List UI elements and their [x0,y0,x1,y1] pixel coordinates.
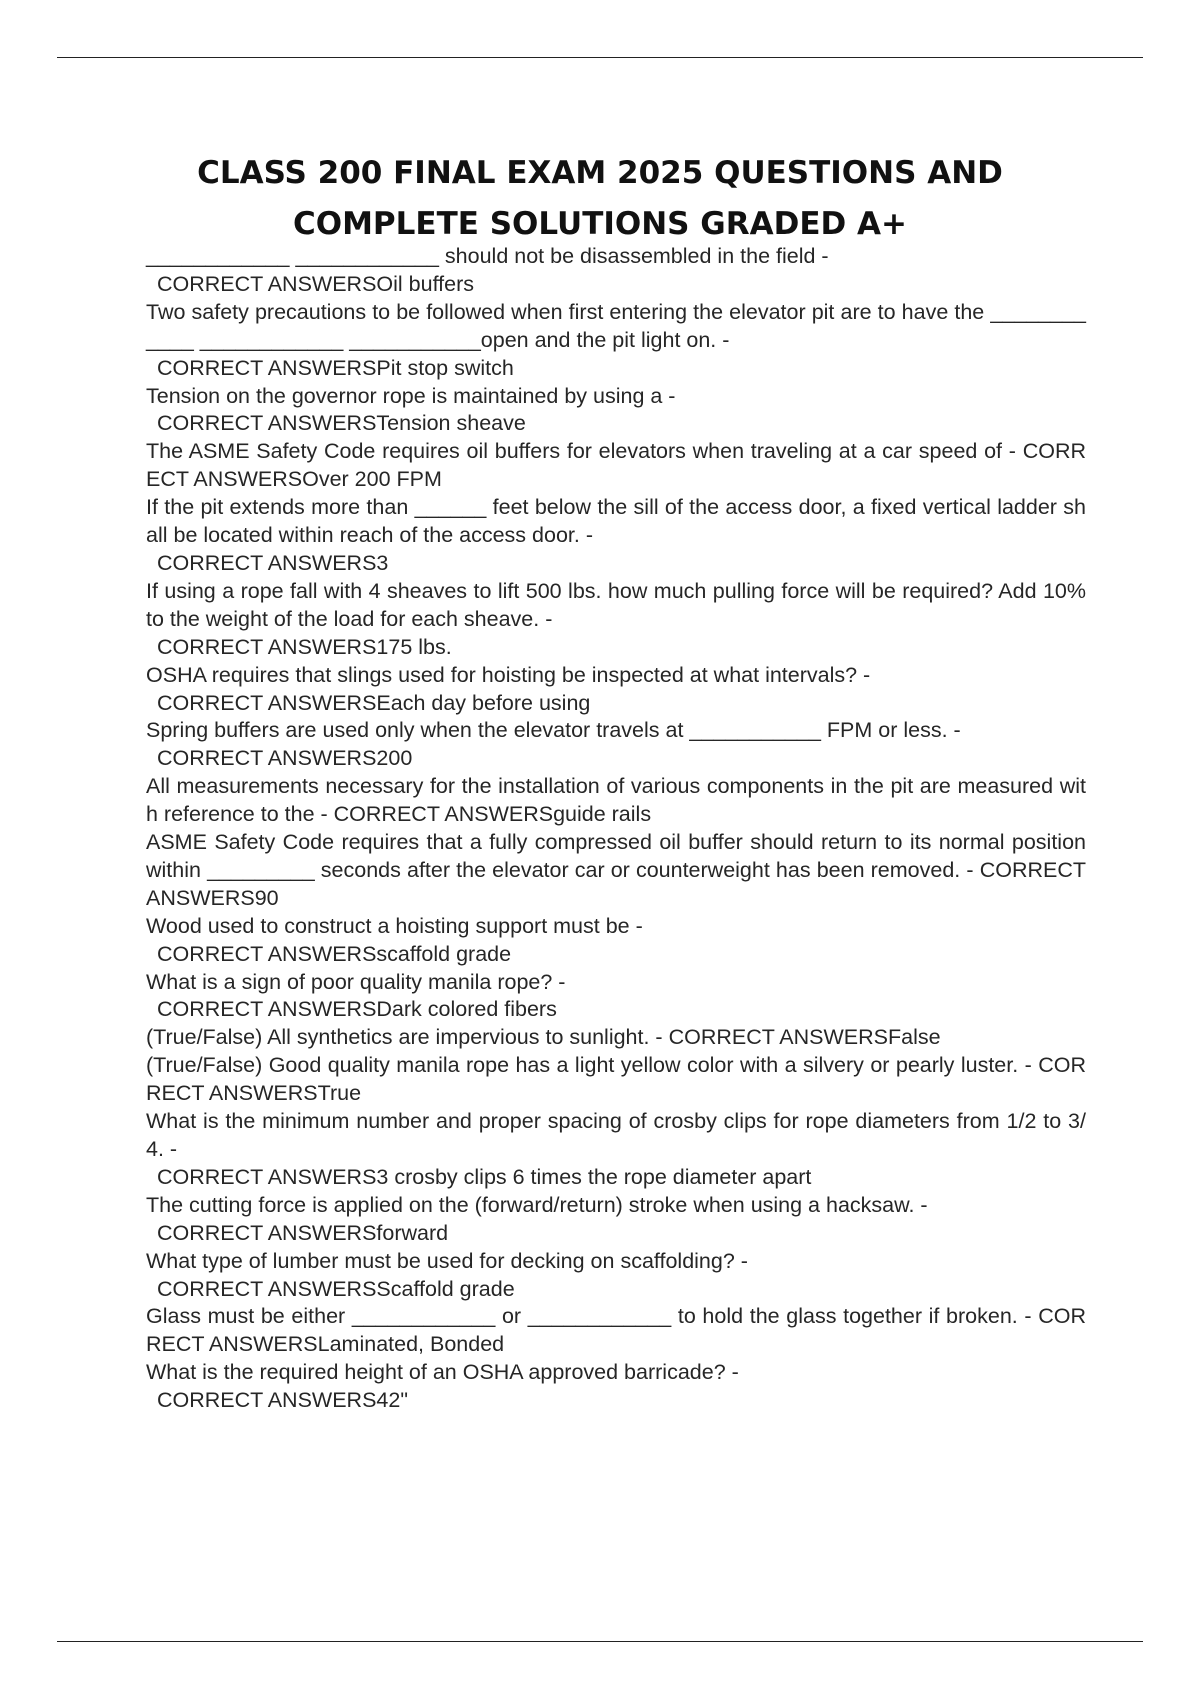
qa-entry-3 [146,383,1086,439]
title-line-1: CLASS 200 FINAL EXAM 2025 QUESTIONS AND [197,155,1003,191]
question-text: Wood used to construct a hoisting support must be - [146,913,643,938]
qa-content [146,243,1086,1415]
answer-text: CORRECT ANSWERSDark colored fibers [157,997,557,1022]
answer-text: CORRECT ANSWERSOver 200 FPM [146,439,1086,492]
qa-entry-2 [146,299,1086,383]
top-rule [57,57,1143,58]
qa-entry-8 [146,717,1086,773]
answer-text: CORRECT ANSWERS42" [157,1388,408,1413]
qa-entry-18 [146,1303,1086,1359]
qa-entry-4 [146,438,1086,494]
answer-text: CORRECT ANSWERSscaffold grade [157,941,512,966]
qa-entry-15 [146,1108,1086,1192]
title-line-2: COMPLETE SOLUTIONS GRADED A+ [292,206,908,242]
qa-entry-13 [146,1024,1086,1052]
answer-text: CORRECT ANSWERS3 [157,550,389,575]
answer-text: CORRECT ANSWERS90 [146,857,1086,910]
answer-text: CORRECT ANSWERS3 crosby clips 6 times the rope diameter apart [157,1164,812,1189]
document-title [100,148,1100,250]
qa-entry-17 [146,1248,1086,1304]
question-text: Spring buffers are used only when the elevator travels at ___________ FPM or less. - [146,718,961,743]
answer-text: CORRECT ANSWERSFalse [668,1025,941,1050]
question-text: All measurements necessary for the installation of various components in the pit are measured with reference to the - [146,774,1086,827]
question-text: If using a rope fall with 4 sheaves to lift 500 lbs. how much pulling force will be required? Add 10% to the weight of the load for each sheave. - [146,578,1086,631]
question-text: What is the required height of an OSHA approved barricade? - [146,1360,739,1385]
question-text: ASME Safety Code requires that a fully compressed oil buffer should return to its normal position within _________ seconds after the elevator car or counterweight has been removed. - [146,830,1086,882]
qa-entry-9 [146,773,1086,829]
question-text: The cutting force is applied on the (forward/return) stroke when using a hacksaw. - [146,1192,928,1217]
qa-entry-5 [146,494,1086,578]
question-text: (True/False) All synthetics are impervious to sunlight. - [146,1025,663,1050]
question-text: The ASME Safety Code requires oil buffers for elevators when traveling at a car speed of - [146,439,1016,464]
qa-entry-6 [146,578,1086,662]
question-text: OSHA requires that slings used for hoisting be inspected at what intervals? - [146,662,871,687]
question-text: Tension on the governor rope is maintained by using a - [146,383,676,408]
question-text: (True/False) Good quality manila rope has a light yellow color with a silvery or pearly luster. - [146,1053,1032,1078]
qa-entry-11 [146,913,1086,969]
answer-text: CORRECT ANSWERSOil buffers [157,271,474,296]
qa-entry-7 [146,662,1086,718]
answer-text: CORRECT ANSWERSScaffold grade [157,1276,515,1301]
question-text: Glass must be either ____________ or ____________ to hold the glass together if broken. - [146,1304,1032,1329]
qa-entry-1 [146,243,1086,299]
question-text: If the pit extends more than ______ feet below the sill of the access door, a fixed vertical ladder shall be located within reach of the access door. - [146,495,1086,548]
question-text: Two safety precautions to be followed when first entering the elevator pit are to have the ____________ ____________ ___________open and the pit light on. - [146,299,1086,352]
answer-text: CORRECT ANSWERSTrue [146,1053,1086,1106]
question-text: What is a sign of poor quality manila rope? - [146,969,566,994]
answer-text: CORRECT ANSWERSEach day before using [157,690,591,715]
question-text: ____________ ____________ should not be disassembled in the field - [146,244,829,268]
qa-entry-16 [146,1192,1086,1248]
answer-text: CORRECT ANSWERS200 [157,746,413,771]
qa-entry-19 [146,1359,1086,1415]
answer-text: CORRECT ANSWERS175 lbs. [157,634,452,659]
question-text: What type of lumber must be used for decking on scaffolding? - [146,1248,748,1273]
qa-entry-12 [146,969,1086,1025]
answer-text: CORRECT ANSWERSLaminated, Bonded [146,1304,1086,1357]
answer-text: CORRECT ANSWERSPit stop switch [157,355,514,380]
answer-text: CORRECT ANSWERSguide rails [333,802,652,827]
qa-entry-10 [146,829,1086,913]
qa-entry-14 [146,1052,1086,1108]
answer-text: CORRECT ANSWERSTension sheave [157,411,526,436]
bottom-rule [57,1641,1143,1642]
answer-text: CORRECT ANSWERSforward [157,1220,449,1245]
question-text: What is the minimum number and proper spacing of crosby clips for rope diameters from 1/2 to 3/4. - [146,1109,1086,1161]
